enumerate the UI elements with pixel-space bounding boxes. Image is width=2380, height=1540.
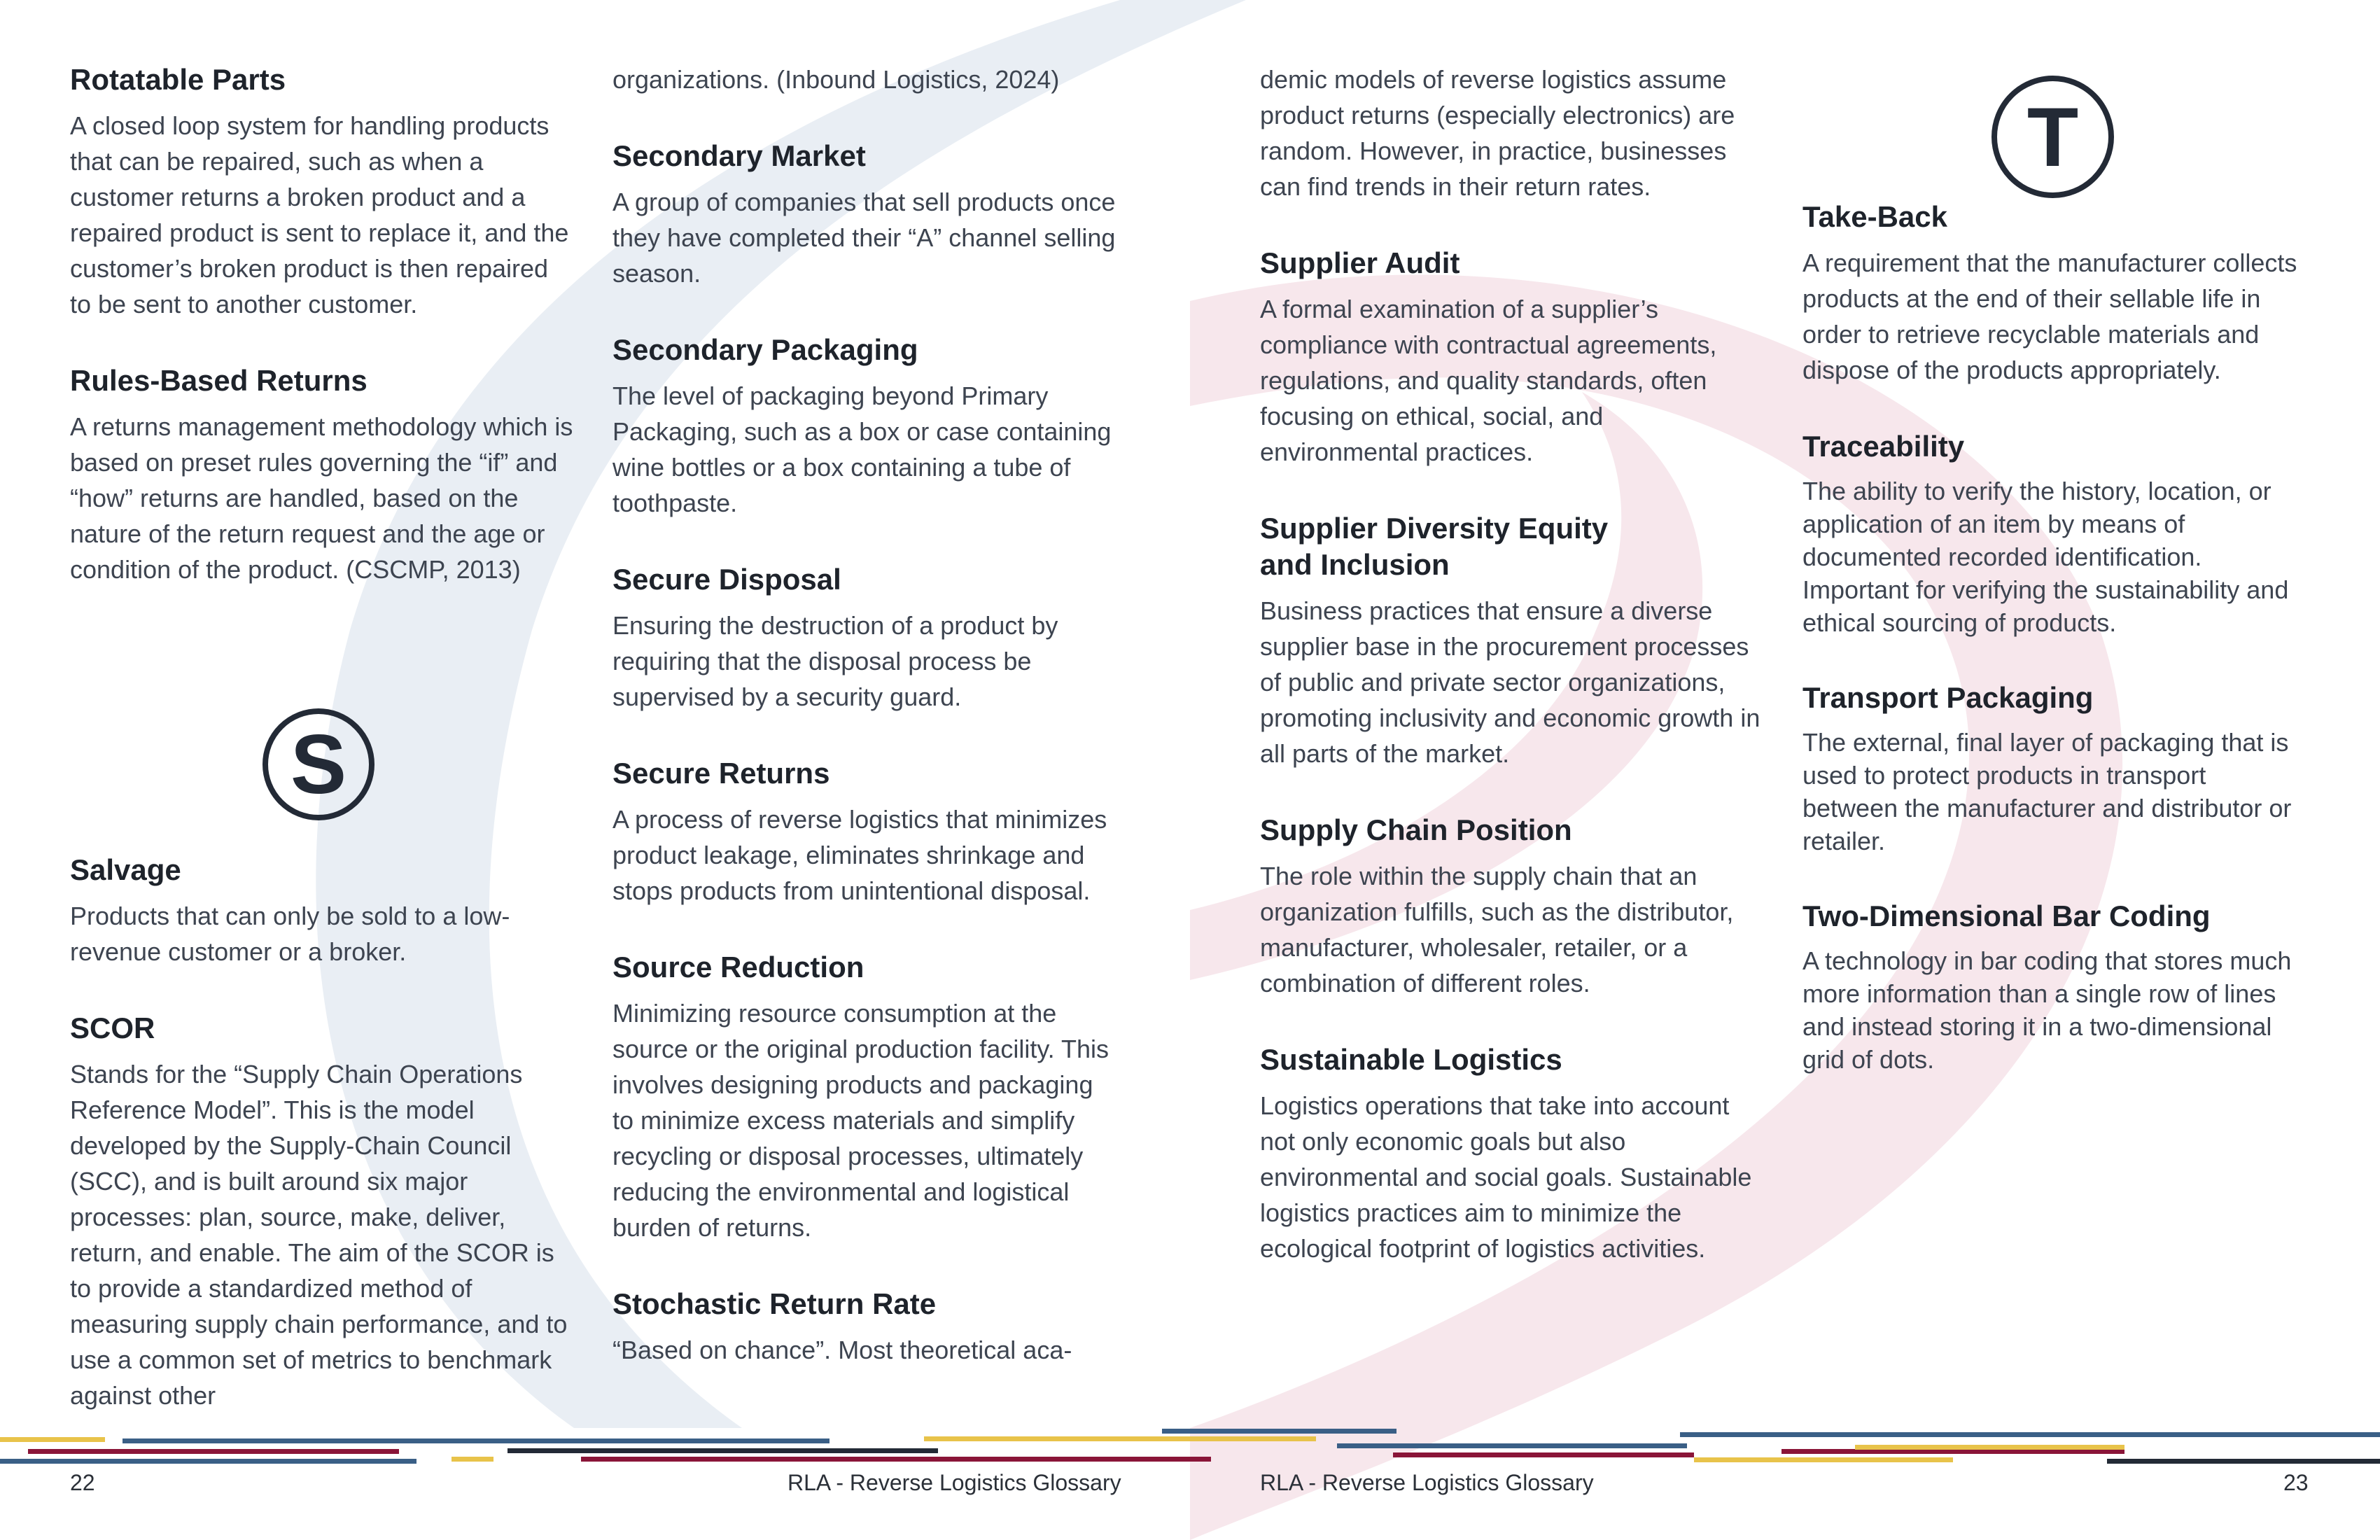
glossary-entry: [1260, 510, 1764, 771]
continued-definition: demic models of reverse logistics assume product returns (especially electronics) are random. However, in practice, businesses can find trends in their return rates.: [1260, 65, 1735, 201]
definition-secondary-packaging: The level of packaging beyond Primary Packaging, such as a box or case containing wine bottles or a box containing a tube of toothpaste.: [612, 382, 1112, 517]
stripe: [1393, 1452, 1694, 1457]
term-secure-disposal: Secure Disposal: [612, 563, 841, 596]
stripe: [28, 1449, 399, 1454]
term-transport-packaging: Transport Packaging: [1802, 681, 2094, 714]
stripe: [1337, 1443, 1687, 1448]
definition-supplier-diversity: Business practices that ensure a diverse supplier base in the procurement processes of public and private sector organizations, promoting inclusivity and economic growth in all parts of the market.: [1260, 596, 1760, 768]
term-secondary-packaging: Secondary Packaging: [612, 333, 918, 366]
glossary-entry: [612, 1286, 1116, 1368]
glossary-entry: [612, 138, 1116, 291]
continued-definition: organizations. (Inbound Logistics, 2024): [612, 65, 1060, 94]
definition-stochastic-return-rate: “Based on chance”. Most theoretical aca-: [612, 1336, 1072, 1364]
glossary-entry: [1802, 199, 2306, 388]
footer-title-right: RLA - Reverse Logistics Glossary: [1260, 1470, 1594, 1495]
definition-traceability: The ability to verify the history, location, or application of an item by means of documented recorded identification. Important for verifying the sustainability and ethical sourcing of products.: [1802, 477, 2289, 637]
footer-title-left: RLA - Reverse Logistics Glossary: [788, 1470, 1121, 1495]
glossary-entry: [612, 332, 1116, 521]
definition-take-back: A requirement that the manufacturer collects products at the end of their sellable life in order to retrieve recyclable materials and dispose of the products appropriately.: [1802, 248, 2297, 384]
definition-supply-chain-position: The role within the supply chain that an organization fulfills, such as the distributor, manufacturer, wholesaler, retailer, or a combination of different roles.: [1260, 862, 1734, 997]
glossary-entry: [70, 62, 574, 322]
term-salvage: Salvage: [70, 853, 181, 886]
stripe: [122, 1438, 830, 1443]
glossary-entry: [1260, 1042, 1764, 1266]
section-letter-s: [70, 628, 574, 810]
stripe: [1855, 1445, 2124, 1450]
glossary-entry: [612, 949, 1116, 1245]
glossary-entry: [1260, 812, 1764, 1001]
stripe: [1162, 1429, 1396, 1434]
glossary-entry: [70, 852, 574, 969]
definition-secure-disposal: Ensuring the destruction of a product by requiring that the disposal process be supervised by a security guard.: [612, 611, 1058, 711]
letter-s-badge-icon: S: [262, 708, 374, 820]
glossary-entry: [1802, 680, 2306, 858]
definition-secure-returns: A process of reverse logistics that minimizes product leakage, eliminates shrinkage and stops products from unintentional disposal.: [612, 805, 1107, 905]
glossary-entry: [612, 755, 1116, 909]
definition-transport-packaging: The external, final layer of packaging that is used to protect products in transport between the manufacturer and distributor or retailer.: [1802, 728, 2292, 855]
term-supplier-diversity: Supplier Diversity Equity and Inclusion: [1260, 512, 1609, 581]
definition-supplier-audit: A formal examination of a supplier’s compliance with contractual agreements, regulations, and quality standards, often focusing on ethical, social, and environmental practices.: [1260, 295, 1717, 466]
glossary-entry: [1260, 245, 1764, 470]
glossary-entry: [70, 363, 574, 587]
stripe: [507, 1448, 938, 1453]
section-letter-t: [1802, 76, 2306, 195]
letter-t-badge-icon: T: [1991, 76, 2114, 198]
stripe: [0, 1437, 105, 1442]
stripe: [451, 1457, 493, 1462]
term-secure-returns: Secure Returns: [612, 757, 830, 790]
page-number-left: 22: [70, 1470, 95, 1495]
definition-secondary-market: A group of companies that sell products once they have completed their “A” channel selling season.: [612, 188, 1116, 288]
definition-source-reduction: Minimizing resource consumption at the source or the original production facility. This involves designing products and packaging to minimize excess materials and simplify recycling or disposal processes, ultimately reducing the environmental and logistical burden of returns.: [612, 999, 1110, 1242]
glossary-entry: [70, 1010, 574, 1413]
definition-rules-based-returns: A returns management methodology which is based on preset rules governing the “if” and “how” returns are handled, based on the nature of the return request and the age or condition of the product. (CSCMP, 2013): [70, 412, 573, 584]
term-sustainable-logistics: Sustainable Logistics: [1260, 1043, 1562, 1076]
term-stochastic-return-rate: Stochastic Return Rate: [612, 1287, 937, 1320]
definition-scor: Stands for the “Supply Chain Operations Reference Model”. This is the model developed by the Supply-Chain Council (SCC), and is built around six major processes: plan, source, make, deliver, return, and enable. The aim of the SCOR is to provide a standardized method of measuring supply chain performance, and to use a common set of metrics to benchmark against other: [70, 1060, 568, 1410]
definition-rotatable-parts: A closed loop system for handling products that can be repaired, such as when a customer returns a broken product and a repaired product is sent to replace it, and the customer’s broken product is then repaired to be sent to another customer.: [70, 111, 569, 318]
definition-sustainable-logistics: Logistics operations that take into account not only economic goals but also environmental and social goals. Sustainable logistics practices aim to minimize the ecological footprint of logistics activities.: [1260, 1091, 1752, 1263]
page-number-right: 23: [2283, 1470, 2309, 1495]
stripe: [1680, 1432, 2380, 1437]
term-scor: SCOR: [70, 1011, 155, 1044]
stripe: [924, 1436, 1316, 1441]
column-2: [612, 62, 1116, 1408]
stripe: [1694, 1457, 1953, 1462]
column-4: [1802, 76, 2306, 1116]
term-secondary-market: Secondary Market: [612, 139, 866, 172]
glossary-entry: [612, 561, 1116, 715]
stripe: [2107, 1459, 2380, 1464]
glossary-entry: [1802, 898, 2306, 1076]
stripe: [0, 1459, 416, 1464]
term-supply-chain-position: Supply Chain Position: [1260, 813, 1572, 846]
term-source-reduction: Source Reduction: [612, 951, 864, 983]
term-rules-based-returns: Rules-Based Returns: [70, 364, 368, 397]
glossary-entry: [1802, 428, 2306, 639]
term-supplier-audit: Supplier Audit: [1260, 246, 1460, 279]
stripe: [1782, 1449, 2124, 1454]
definition-two-dimensional-bar-coding: A technology in bar coding that stores much more information than a single row of lines and instead storing it in a two-dimensional grid of dots.: [1802, 946, 2292, 1074]
definition-salvage: Products that can only be sold to a low-revenue customer or a broker.: [70, 902, 510, 966]
term-traceability: Traceability: [1802, 430, 1965, 463]
term-take-back: Take-Back: [1802, 200, 1948, 233]
term-two-dimensional-bar-coding: Two-Dimensional Bar Coding: [1802, 899, 2211, 932]
column-3: [1260, 62, 1764, 1307]
column-1: [70, 62, 574, 1454]
stripe: [581, 1457, 1211, 1462]
term-rotatable-parts: Rotatable Parts: [70, 63, 286, 96]
